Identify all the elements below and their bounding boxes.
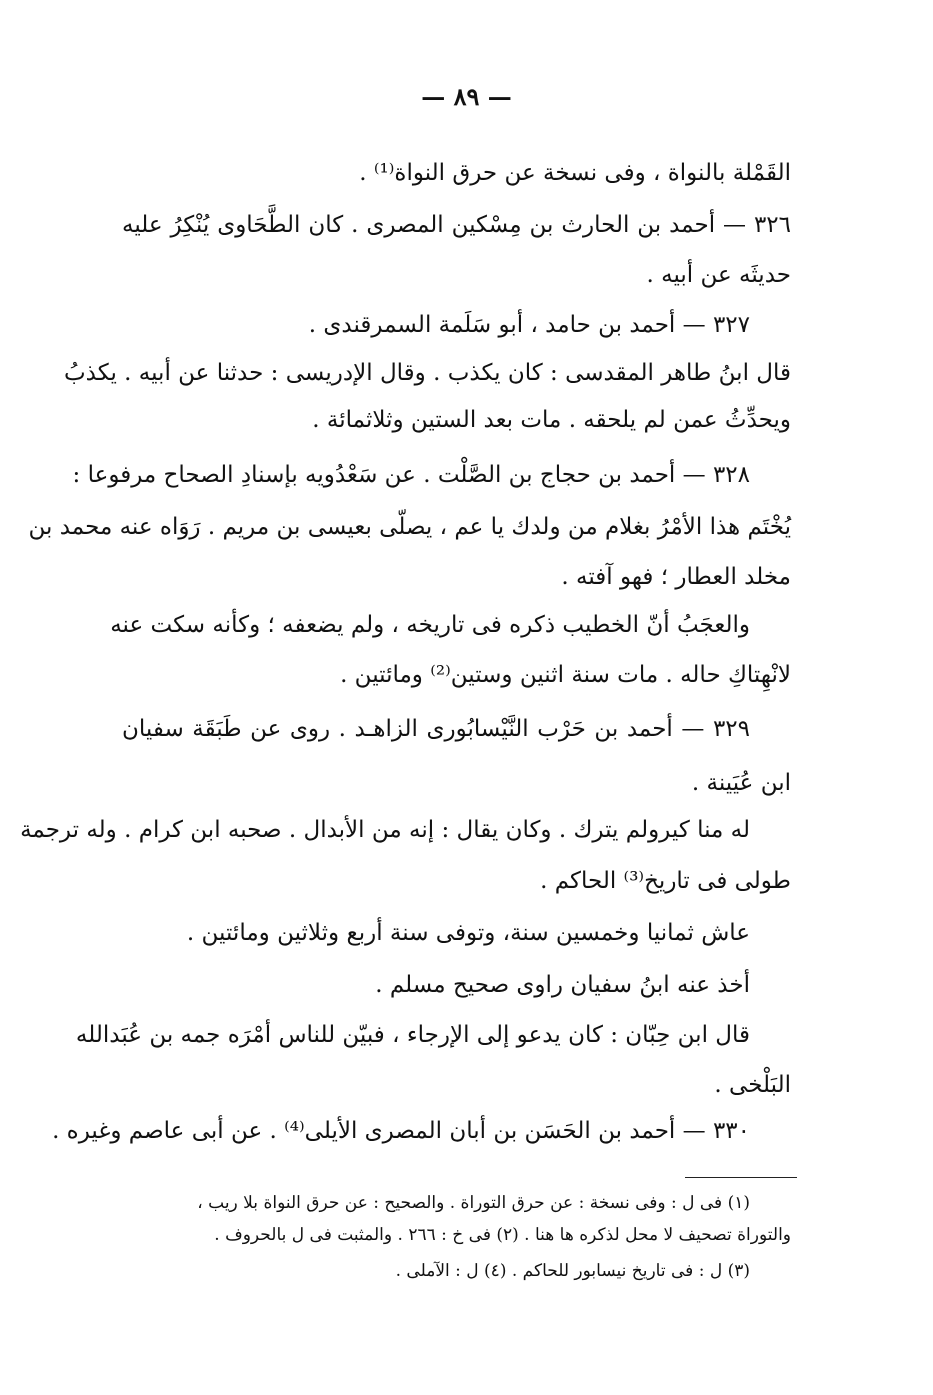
body-line: له منا كيرولم يترك . وكان يقال : إنه من الأبدال . صحبه ابن كرام . وله ترجمة bbox=[20, 817, 750, 843]
body-line: قال ابنُ طاهر المقدسى : كان يكذب . وقال الإدريسى : حدثنا عن أبيه . يكذبُ bbox=[64, 360, 791, 386]
body-line: ٣٢٦ — أحمد بن الحارث بن مِسْكين المصرى . كان الطَّحَاوى يُنْكِرُ عليه bbox=[122, 212, 791, 238]
body-line: حديثَه عن أبيه . bbox=[646, 262, 791, 288]
body-line: لانْهِتاكِ حاله . مات سنة اثنين وستين⁽²⁾ ومائتين . bbox=[340, 662, 791, 688]
body-line: قال ابن حِبّان : كان يدعو إلى الإرجاء ، فبيّن للناس أمْرَه جمه بن عُبَدالله bbox=[75, 1022, 750, 1048]
body-line: ويحدِّثُ عمن لم يلحقه . مات بعد الستين وثلاثمائة . bbox=[312, 407, 791, 433]
body-line: يُخْتَم هذا الأمْرُ بغلام من ولدك يا عم ، يصلّى بعيسى بن مريم . رَوَاه عنه محمد بن bbox=[28, 514, 791, 540]
page-number: — ٨٩ — bbox=[421, 82, 512, 111]
body-line: عاش ثمانيا وخمسين سنة، وتوفى سنة أربع وثلاثين ومائتين . bbox=[186, 920, 750, 946]
body-line: والعجَبُ أنّ الخطيب ذكره فى تاريخه ، ولم يضعفه ؛ وكأنه سكت عنه bbox=[110, 612, 750, 638]
footnote-rule bbox=[685, 1177, 797, 1178]
body-line: ابن عُيَينة . bbox=[691, 770, 791, 796]
body-line: مخلد العطار ؛ فهو آفته . bbox=[561, 564, 791, 590]
body-line: البَلْخى . bbox=[714, 1072, 791, 1098]
body-line: أخذ عنه ابنُ سفيان راوى صحيح مسلم . bbox=[375, 972, 750, 998]
body-line: ٣٢٧ — أحمد بن حامد ، أبو سَلَمة السمرقندى . bbox=[308, 312, 750, 338]
body-line: القَمْلة بالنواة ، وفى نسخة عن حرق النواة⁽¹⁾ . bbox=[359, 160, 791, 186]
footnote: (٣) ل : فى تاريخ نيسابور للحاكم . (٤) ل : الآملى . bbox=[395, 1261, 750, 1281]
body-line: ٣٢٨ — أحمد بن حجاج بن الصَّلْت . عن سَعْدُويه بإسنادِ الصحاح مرفوعا : bbox=[72, 462, 750, 488]
footnote: والتوراة تصحيف لا محل لذكره ها هنا . (٢) فى خ : ٢٦٦ . والمثبت فى ل بالحروف . bbox=[214, 1225, 791, 1245]
body-line: طولى فى تاريخ⁽³⁾ الحاكم . bbox=[540, 868, 791, 894]
body-line: ٣٢٩ — أحمد بن حَرْب النَّيْسابُورى الزاهـد . روى عن طَبَقَة سفيان bbox=[122, 716, 750, 742]
body-line: ٣٣٠ — أحمد بن الحَسَن بن أبان المصرى الأيلى⁽⁴⁾ . عن أبى عاصم وغيره . bbox=[52, 1118, 750, 1144]
footnote: (١) فى ل : وفى نسخة : عن حرق التوراة . والصحيح : عن حرق النواة بلا ريب ، bbox=[197, 1193, 750, 1213]
